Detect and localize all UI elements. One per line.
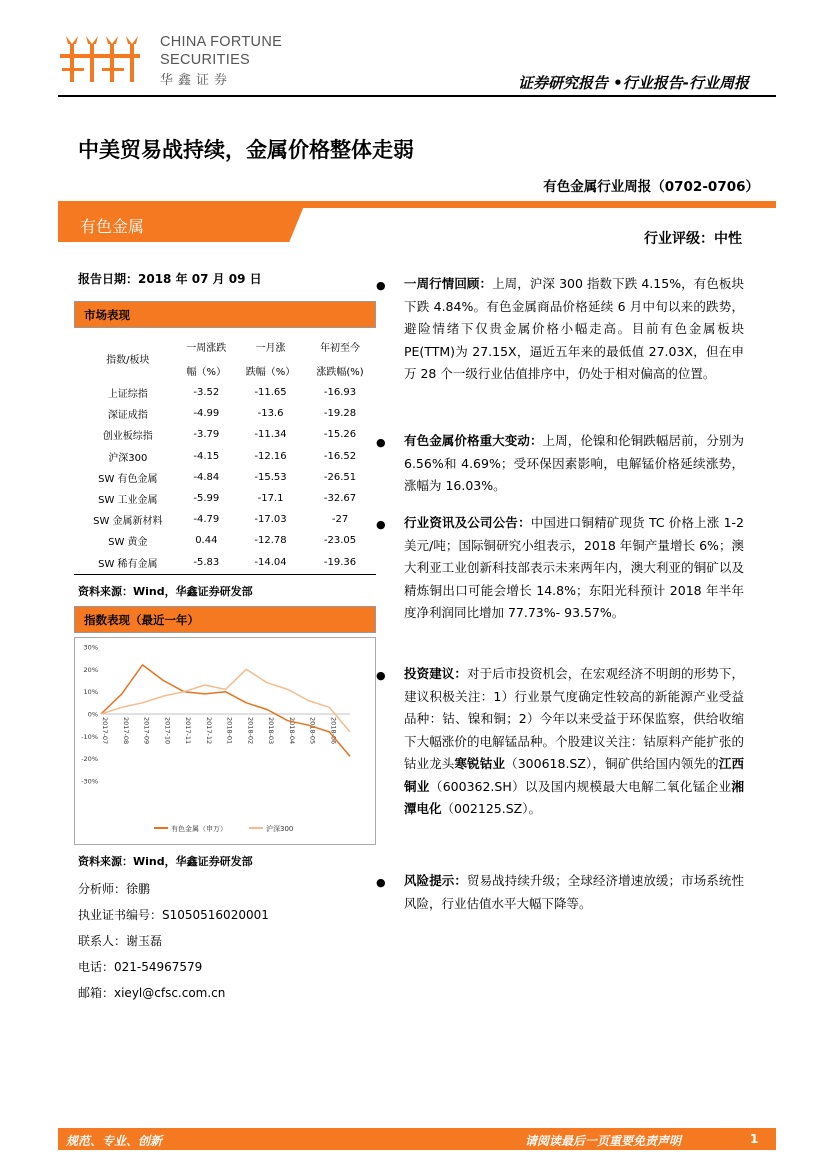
row-month: -14.04 — [254, 556, 287, 568]
row-month: -11.34 — [254, 429, 287, 441]
x-tick-label: 2018-05 — [308, 717, 317, 745]
footer-slogan: 规范、专业、创新 — [66, 1134, 163, 1148]
row-name: 上证综指 — [107, 389, 148, 401]
bullet-icon: ● — [376, 669, 386, 682]
row-name: SW 黄金 — [108, 537, 148, 549]
sector-label: 有色金属 — [80, 217, 145, 236]
table-row — [78, 467, 374, 488]
header-month-2: 跌幅（%） — [245, 366, 296, 378]
page-subtitle: 有色金属行业周报（0702-0706） — [543, 179, 759, 195]
row-name: 深证成指 — [107, 410, 148, 422]
bullet-icon: ● — [376, 436, 386, 449]
report-type: 证券研究报告 •行业报告-行业周报 — [517, 74, 749, 92]
row-week: -3.79 — [193, 429, 220, 441]
header-month-1: 一月涨 — [255, 342, 286, 354]
row-month: -17.03 — [254, 514, 287, 526]
row-ytd: -19.28 — [323, 408, 357, 420]
bullet-label: 投资建议： — [404, 666, 467, 681]
y-tick-label: -10% — [81, 732, 98, 741]
page-number: 1 — [750, 1132, 759, 1146]
table-row — [78, 382, 374, 403]
y-tick-label: 0% — [87, 710, 98, 719]
analyst-cert: 执业证书编号：S1050516020001 — [78, 908, 269, 922]
contact-name: 联系人：谢玉磊 — [78, 934, 163, 948]
row-month: -12.78 — [254, 535, 287, 547]
table-row — [78, 488, 374, 509]
row-week: -3.52 — [193, 387, 220, 399]
bullet-text: 中国进口铜精矿现货 TC 价格上涨 1-2 美元/吨；国际铜研究小组表示，2018 年铜产量增长 6%；澳大利亚工业创新科技部表示未来两年内，澳大利亚的铜矿以及精炼铜出口可能会增长 14.8%；东阳光科预计 2018 年半年度净利润同比增加 77.73%- 93.57%。 — [404, 515, 744, 620]
x-tick-label: 2017-07 — [101, 717, 110, 745]
row-month: -11.65 — [254, 387, 287, 399]
index-performance-chart — [74, 637, 376, 845]
industry-rating: 行业评级：中性 — [644, 231, 742, 247]
header-week-2: 幅（%） — [186, 366, 227, 378]
row-month: -13.6 — [257, 408, 284, 420]
row-week: -5.99 — [193, 493, 220, 505]
chart-title: 指数表现（最近一年） — [84, 613, 199, 627]
row-ytd: -23.05 — [323, 535, 357, 547]
bullet-label: 有色金属价格重大变动： — [404, 433, 543, 448]
legend-label: 沪深300 — [266, 825, 294, 833]
market-source: 资料来源：Wind，华鑫证券研发部 — [78, 585, 253, 598]
x-tick-label: 2018-03 — [267, 717, 276, 745]
table-divider — [74, 574, 376, 575]
header-week-1: 一周涨跌 — [186, 342, 227, 354]
row-name: SW 金属新材料 — [93, 516, 163, 528]
bullet-icon: ● — [376, 876, 386, 889]
row-name: SW 稀有金属 — [98, 558, 158, 570]
page-title: 中美贸易战持续，金属价格整体走弱 — [78, 138, 414, 162]
logo-text-cn: 华鑫证券 — [160, 73, 233, 88]
row-name: 创业板综指 — [102, 431, 153, 443]
logo-text-en-2: SECURITIES — [160, 52, 251, 68]
table-header-row-1 — [78, 334, 374, 358]
bullet-label: 风险提示： — [404, 873, 467, 888]
bullet-risk — [404, 870, 744, 915]
legend-label: 有色金属（申万） — [171, 825, 227, 833]
chart-source: 资料来源：Wind，华鑫证券研发部 — [78, 855, 253, 868]
row-ytd: -15.26 — [323, 429, 357, 441]
table-row — [78, 530, 374, 551]
bullet-industry-news — [404, 512, 744, 625]
row-ytd: -16.52 — [323, 450, 357, 462]
y-tick-label: 30% — [83, 643, 98, 652]
row-ytd: -19.36 — [323, 556, 357, 568]
bullet-weekly-review — [404, 273, 744, 386]
x-tick-label: 2018-04 — [287, 717, 296, 745]
header-index: 指数/板块 — [106, 354, 150, 366]
bullet-label: 行业资讯及公司公告： — [404, 515, 531, 530]
row-name: SW 工业金属 — [98, 495, 158, 507]
row-month: -12.16 — [254, 450, 287, 462]
row-week: -4.99 — [193, 408, 220, 420]
row-week: -4.79 — [193, 514, 220, 526]
row-week: 0.44 — [195, 535, 218, 547]
table-row — [78, 509, 374, 530]
row-month: -15.53 — [254, 471, 287, 483]
row-name: 沪深300 — [108, 452, 148, 464]
table-row — [78, 446, 374, 467]
row-month: -17.1 — [257, 493, 284, 505]
row-ytd: -26.51 — [323, 471, 357, 483]
report-date: 报告日期：2018 年 07 月 09 日 — [78, 272, 262, 286]
header-ytd-2: 涨跌幅(%) — [316, 366, 364, 378]
header-ytd-1: 年初至今 — [320, 342, 361, 354]
bullet-text: （600362.SH）以及国内规模最大电解二氧化锰企业 — [429, 778, 732, 794]
bullet-text: 上周，沪深 300 指数下跌 4.15%，有色板块下跌 4.84%。有色金属商品价格延续 6 月中旬以来的跌势，避险情绪下仅贵金属价格小幅走高。目前有色金属板块 PE(TTM)为 27.15X，逼近五年来的最低值 27.03X，但在申万 28 个一级行业估值排序中，仍处于相对偏高的位置。 — [404, 276, 744, 381]
bullet-icon: ● — [376, 518, 386, 531]
stock-name: 湘潭电化 — [404, 778, 744, 816]
bullet-label: 一周行情回顾： — [404, 276, 493, 291]
x-tick-label: 2017-08 — [121, 717, 130, 745]
x-tick-label: 2017-10 — [163, 717, 172, 745]
y-tick-label: -20% — [81, 755, 98, 764]
x-tick-label: 2018-06 — [329, 717, 338, 745]
table-row — [78, 424, 374, 445]
table-row — [78, 403, 374, 424]
bullet-text: 上周，伦镍和伦铜跌幅居前，分别为 6.56%和 4.69%；受环保因素影响，电解锰价格延续涨势，涨幅为 16.03%。 — [404, 433, 744, 493]
row-ytd: -16.93 — [323, 387, 357, 399]
row-week: -5.83 — [193, 556, 220, 568]
analyst-name: 分析师：徐鹏 — [78, 882, 151, 896]
stock-name: 寒锐钴业 — [454, 756, 506, 771]
contact-phone: 电话：021-54967579 — [78, 960, 203, 974]
logo-text-en-1: CHINA FORTUNE — [160, 34, 283, 50]
x-tick-label: 2018-01 — [225, 717, 234, 745]
x-tick-label: 2017-11 — [184, 717, 193, 745]
stock-name: 江西铜业 — [404, 756, 744, 794]
bullet-text: （300618.SZ），铜矿供给国内领先的 — [505, 756, 719, 771]
market-title: 市场表现 — [84, 308, 130, 322]
table-row — [78, 552, 374, 573]
row-ytd: -27 — [331, 514, 349, 526]
y-tick-label: 20% — [83, 665, 98, 674]
x-tick-label: 2017-12 — [204, 717, 213, 745]
company-logo-icon — [60, 30, 140, 86]
row-ytd: -32.67 — [323, 493, 357, 505]
chart-box-title — [74, 606, 376, 633]
row-week: -4.84 — [193, 471, 220, 483]
x-tick-label: 2017-09 — [142, 717, 151, 745]
bullet-text: （002125.SZ）。 — [441, 801, 541, 816]
bullet-price-change — [404, 430, 744, 498]
x-tick-label: 2018-02 — [246, 717, 255, 745]
header-divider — [58, 95, 776, 97]
market-table — [78, 334, 374, 573]
y-tick-label: 10% — [83, 688, 98, 697]
bullet-text: 贸易战持续升级；全球经济增速放缓；市场系统性风险，行业估值水平大幅下降等。 — [404, 873, 744, 911]
bullet-text: 对于后市投资机会，在宏观经济不明朗的形势下，建议积极关注：1）行业景气度确定性较高的新能源产业受益品种：钴、镍和铜；2）今年以来受益于环保监察，供给收缩下大幅涨价的电解锰品种。个股建议关注：钴原料产能扩张的钴业龙头 — [404, 666, 744, 771]
bullet-investment-advice — [404, 663, 744, 821]
bullet-icon: ● — [376, 279, 386, 292]
contact-email[interactable]: 邮箱：xieyl@cfsc.com.cn — [78, 986, 226, 1000]
footer-disclaimer[interactable]: 请阅读最后一页重要免责声明 — [525, 1134, 682, 1148]
y-tick-label: -30% — [81, 777, 98, 786]
market-box-title — [74, 301, 376, 328]
row-name: SW 有色金属 — [98, 473, 158, 485]
row-week: -4.15 — [193, 450, 220, 462]
